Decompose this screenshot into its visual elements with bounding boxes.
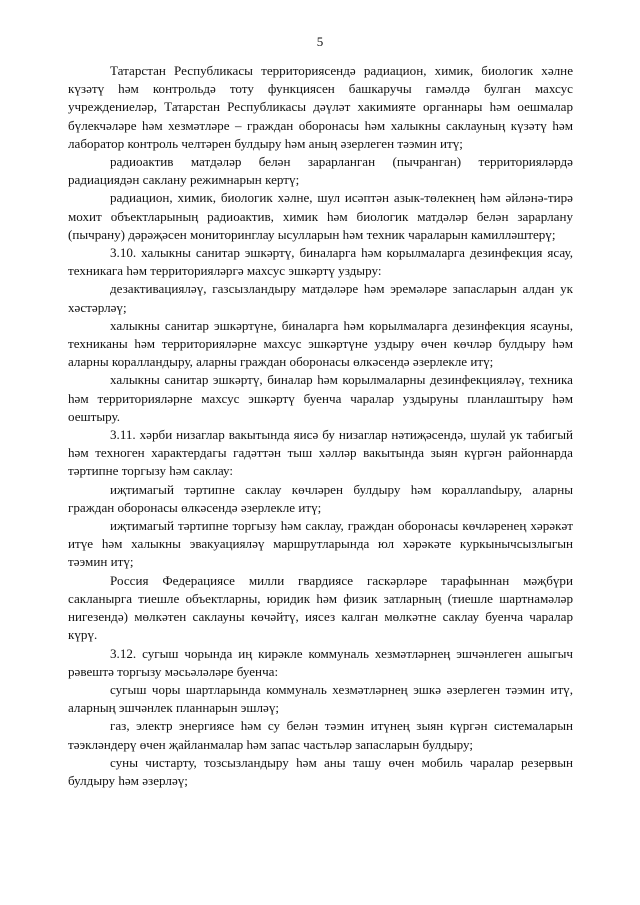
paragraph: дезактивацияләү, газсызландыру матдәләре һәм эремәләре запасларын алдан ук хәстәрләү;: [68, 281, 573, 315]
paragraph: сугыш чоры шартларында коммуналь хезмәтләрнең эшкә әзерлеген тәэмин итү, аларның эшчәнлек планнарын эшләү;: [68, 681, 573, 716]
document-body: [68, 62, 573, 790]
paragraph: газ, электр энергиясе һәм су белән тәэмин итүнең зыян күргән системаларын тәэкләндерү өчен җайланмалар һәм запас частьләр запасларын булдыру;: [68, 718, 573, 752]
paragraph: Россия Федерациясе милли гвардиясе гаскәрләре тарафыннан мәҗбүри сакланырга тиешле объектларны, юридик һәм физик затларның (тиешле шартнамәләр нигезендә) мөлкәтен саклауны көчәйтү, иясез калган мөлкәтне саклау буенча чаралар күрү.: [68, 572, 573, 643]
paragraph: 3.10. халыкны санитар эшкәртү, биналарга һәм корылмаларга дезинфекция ясау, техникага һәм территорияләргә махсус эшкәртү уздыру:: [68, 245, 573, 279]
paragraph: радиоактив матдәләр белән зарарланган (пычранган) территорияләрдә радиациядән саклану режимнарын кертү;: [68, 154, 573, 188]
paragraph: суны чистарту, тозсызландыру һәм аны ташу өчен мобиль чаралар резервын булдыру һәм әзерләү;: [68, 754, 573, 788]
paragraph: радиацион, химик, биологик хәлне, шул исәптән азык-төлекнең һәм әйләнә-тирә мохит объектларының радиоактив, химик һәм биологик матдәләр белән зарарлану (пычрану) дәрәҗәсен мониторинглау ысулларын һәм техник чараларын камилләштерү;: [68, 190, 573, 242]
paragraph: Татарстан Республикасы территориясендә радиацион, химик, биологик хәлне күзәтү һәм контрольдә тоту функциясен башкаручы гамәлдә булган махсус учреждениеләр, Татарстан Республикасы дәүләт хакимияте органнары һәм оешмалар бүлекчәләре һәм хезмәтләре – граждан оборонасы һәм халыкны саклауның күзәтү һәм лаборатор контроль челтәрен булдыру һәм аның әзерлеген тәэмин итү;: [68, 63, 573, 151]
paragraph: иҗтимагый тәртипне саклау көчләрен булдыру һәм кораллandыру, аларны граждан оборонасы өлкәсендә әзерлекле итү;: [68, 481, 573, 515]
paragraph: иҗтимагый тәртипне торгызу һәм саклау, граждан оборонасы көчләренең хәрәкәт итүе һәм халыкны эвакуацияләү маршрутларында юл хәрәкәте куркынычсызлыгын тәэмин итү;: [68, 518, 573, 570]
paragraph: халыкны санитар эшкәртүне, биналарга һәм корылмаларга дезинфекция ясауны, техниканы һәм территорияләрне махсус эшкәртүне уздыру өчен көчләр булдыру һәм аларны коралландыру, аларны граждан оборонасы өлкәсендә әзерлекле итү;: [68, 317, 573, 370]
paragraph: 3.11. хәрби низаглар вакытында яисә бу низаглар нәтиҗәсендә, шулай ук табигый һәм техноген характердагы гадәттән тыш хәлләр вакытында зыян күргән районнарда тәртипне торгызу һәм саклау:: [68, 427, 573, 479]
paragraph: 3.12. сугыш чорында иң кирәкле коммуналь хезмәтләрнең эшчәнлеген ашыгыч рәвештә торгызу мәсьәләләре буенча:: [68, 645, 573, 679]
paragraph: халыкны санитар эшкәртү, биналар һәм корылмаларны дезинфекцияләү, техника һәм территорияләрне махсус эшкәртү буенча чаралар уздыруны планлаштыру һәм оештыру.: [68, 372, 573, 424]
page-number: 5: [316, 34, 324, 49]
